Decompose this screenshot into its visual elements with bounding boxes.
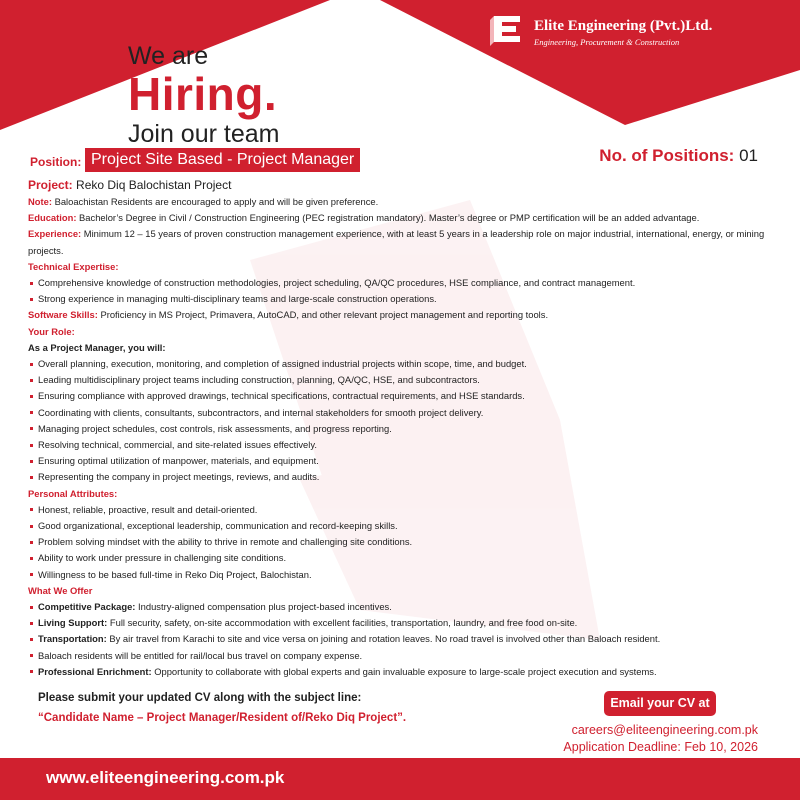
- list-item: Overall planning, execution, monitoring, and completion of assigned industrial projects within scope, time, and budget.: [28, 356, 776, 372]
- position-row: [28, 148, 776, 174]
- role-heading: Your Role:: [28, 325, 75, 337]
- list-item: Ability to work under pressure in challenging site conditions.: [28, 550, 776, 566]
- offer-label: Transportation:: [38, 633, 107, 645]
- list-item: Good organizational, exceptional leadership, communication and record-keeping skills.: [28, 518, 776, 534]
- company-tagline: Engineering, Procurement & Construction: [534, 37, 680, 47]
- offer-heading: What We Offer: [28, 584, 93, 596]
- experience-label: Experience:: [28, 228, 82, 240]
- offer-label: Living Support:: [38, 617, 108, 629]
- list-item: Willingness to be based full-time in Reko Diq Project, Balochistan.: [28, 567, 776, 583]
- technical-list: [28, 275, 776, 307]
- project-line: [28, 176, 776, 194]
- software-text: Proficiency in MS Project, Primavera, AutoCAD, and other relevant project management and reporting tools.: [100, 309, 549, 321]
- list-item: Comprehensive knowledge of construction methodologies, project scheduling, QA/QC procedures, HSE compliance, and contract management.: [28, 275, 776, 291]
- position-title: Project Site Based - Project Manager: [85, 148, 360, 172]
- list-item: [28, 599, 776, 615]
- offer-label: Competitive Package:: [38, 601, 136, 613]
- education-text: Bachelor’s Degree in Civil / Construction Engineering (PEC registration mandatory). Master’s degree or PMP certification will be an added advantage.: [79, 212, 700, 224]
- list-item: Representing the company in project meetings, reviews, and audits.: [28, 469, 776, 485]
- positions-count-label: No. of Positions:: [599, 146, 735, 165]
- application-deadline: Application Deadline: Feb 10, 2026: [563, 740, 758, 754]
- logo-mark-icon: [490, 12, 524, 46]
- careers-email-link[interactable]: careers@eliteengineering.com.pk: [571, 723, 758, 737]
- project-label: Project:: [28, 178, 73, 192]
- experience-text: Minimum 12 – 15 years of proven construction management experience, with at least 5 years in a leadership role on major industrial, international, energy, or mining projects.: [28, 228, 765, 256]
- company-logo: [490, 12, 780, 52]
- submit-instructions: [38, 688, 406, 728]
- offer-text: Industry-aligned compensation plus project-based incentives.: [138, 601, 392, 613]
- list-item: Problem solving mindset with the ability to thrive in remote and challenging site conditions.: [28, 534, 776, 550]
- role-list: [28, 356, 776, 486]
- note-line: [28, 194, 776, 210]
- list-item: [28, 664, 776, 680]
- software-label: Software Skills:: [28, 309, 98, 321]
- education-label: Education:: [28, 212, 77, 224]
- role-intro: As a Project Manager, you will:: [28, 341, 166, 353]
- list-item: Ensuring optimal utilization of manpower, materials, and equipment.: [28, 453, 776, 469]
- list-item: Honest, reliable, proactive, result and detail-oriented.: [28, 502, 776, 518]
- offer-text: Baloach residents will be entitled for rail/local bus travel on company expense.: [38, 649, 363, 661]
- list-item: Coordinating with clients, consultants, subcontractors, and internal stakeholders for smooth project delivery.: [28, 405, 776, 421]
- hero-line-we-are: We are: [128, 42, 209, 70]
- offer-list: [28, 599, 776, 680]
- attributes-list: [28, 502, 776, 583]
- email-cv-button[interactable]: Email your CV at: [604, 691, 716, 716]
- experience-line: [28, 226, 776, 258]
- position-label: Position:: [30, 155, 82, 169]
- offer-text: Opportunity to collaborate with global experts and gain invaluable exposure to large-scale project execution and systems.: [154, 665, 657, 677]
- list-item: Leading multidisciplinary project teams including construction, planning, QA/QC, HSE, and subcontractors.: [28, 372, 776, 388]
- list-item: [28, 615, 776, 631]
- list-item: [28, 631, 776, 647]
- website-link[interactable]: www.eliteengineering.com.pk: [46, 768, 285, 787]
- submit-text: Please submit your updated CV along with the subject line:: [38, 692, 362, 704]
- contact-info: [563, 722, 758, 756]
- software-line: [28, 307, 776, 323]
- list-item: Resolving technical, commercial, and site-related issues effectively.: [28, 437, 776, 453]
- offer-text: Full security, safety, on-site accommodation with excellent facilities, transportation, laundry, and free food on-site.: [109, 617, 578, 629]
- submit-subject-line: “Candidate Name – Project Manager/Resident of/Reko Diq Project”.: [38, 712, 407, 724]
- list-item: Strong experience in managing multi-disciplinary teams and large-scale construction operations.: [28, 291, 776, 307]
- list-item: Managing project schedules, cost controls, risk assessments, and progress reporting.: [28, 421, 776, 437]
- positions-count-value: 01: [739, 146, 758, 165]
- hero-heading: [128, 42, 279, 148]
- note-label: Note:: [28, 196, 52, 207]
- hero-line-hiring: Hiring.: [128, 68, 278, 120]
- offer-text: By air travel from Karachi to site and vice versa on joining and rotation leaves. No road travel is involved other than Baloach resident.: [109, 633, 661, 645]
- education-line: [28, 210, 776, 226]
- footer-bar: [0, 758, 800, 800]
- project-value: Reko Diq Balochistan Project: [76, 178, 232, 192]
- list-item: [28, 648, 776, 664]
- attributes-heading: Personal Attributes:: [28, 487, 118, 499]
- hero-line-join: Join our team: [128, 120, 280, 148]
- company-name: Elite Engineering (Pvt.)Ltd.: [534, 18, 713, 34]
- positions-count: [599, 148, 758, 164]
- job-details: [28, 148, 776, 680]
- note-text: Baloachistan Residents are encouraged to apply and will be given preference.: [54, 196, 379, 207]
- list-item: Ensuring compliance with approved drawings, technical specifications, contractual requirements, and HSE standards.: [28, 388, 776, 404]
- offer-label: Professional Enrichment:: [38, 665, 152, 677]
- technical-heading: Technical Expertise:: [28, 260, 119, 272]
